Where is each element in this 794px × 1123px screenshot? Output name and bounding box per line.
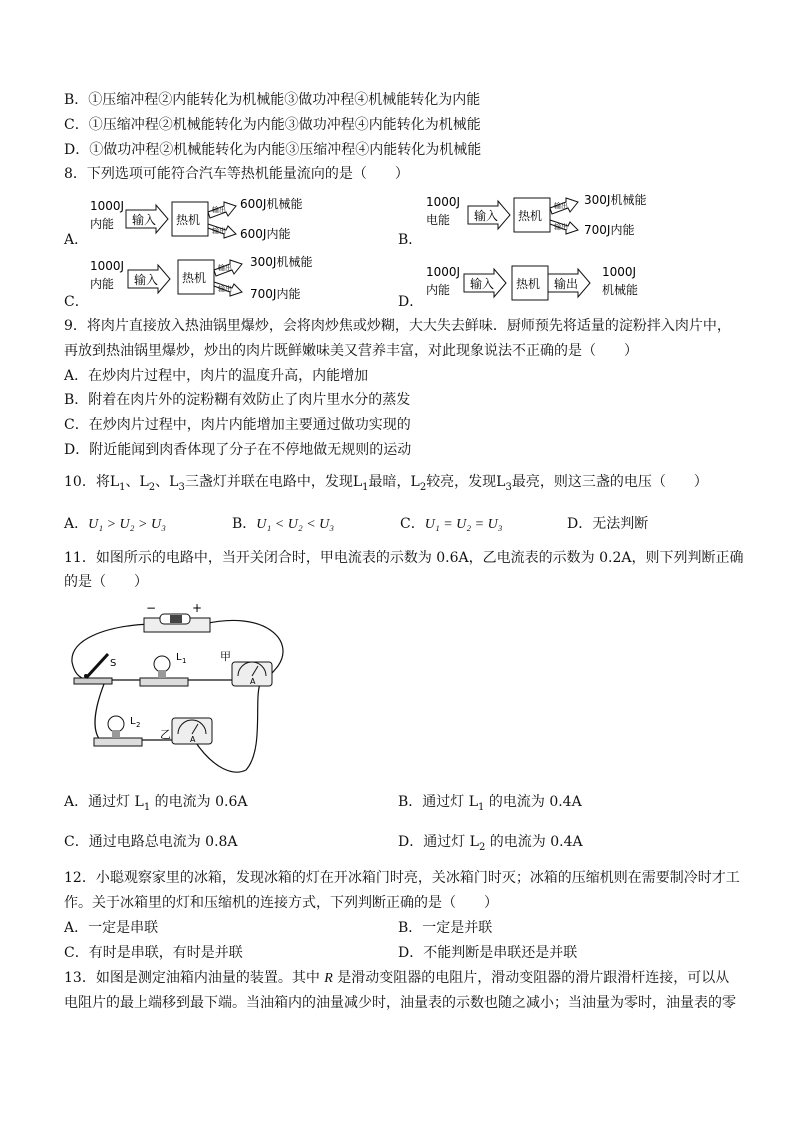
- q12-stem-2: 作。关于冰箱里的灯和压缩机的连接方式，下列判断正确的是（ ）: [64, 895, 498, 911]
- diagram-engine: 热机: [518, 209, 543, 223]
- diagram-output-tag-2: 输出: [218, 285, 232, 293]
- diagram-input-type: 内能: [426, 283, 451, 297]
- diagram-input-type: 内能: [90, 277, 115, 291]
- q8-diagram-c: [88, 254, 328, 310]
- q10-option-c: C．U₁ = U₂ = U₃: [400, 516, 503, 532]
- q9-option-a: A．在炒肉片过程中，肉片的温度升高，内能增加: [64, 368, 369, 384]
- q12-option-b: B．一定是并联: [398, 920, 493, 936]
- diagram-output-1: 300J机械能: [584, 193, 647, 207]
- diagram-output-tag-1: 输出: [218, 264, 232, 272]
- ammeter-jia-label: 甲: [220, 650, 231, 663]
- diagram-output-tag-1: 输出: [554, 202, 568, 210]
- q7-option-c: C．①压缩冲程②机械能转化为内能③做功冲程④内能转化为机械能: [64, 117, 481, 133]
- diagram-input-label: 输入: [132, 213, 157, 227]
- ammeter-yi-label: 乙: [160, 728, 171, 741]
- q9-option-d: D．附近能闻到肉香体现了分子在不停地做无规则的运动: [64, 442, 412, 458]
- diagram-engine: 热机: [516, 277, 541, 291]
- q11-stem-1: 11．如图所示的电路中，当开关闭合时，甲电流表的示数为 0.6A，乙电流表的示数为 0.2A，则下列判断正确: [64, 550, 744, 566]
- diagram-output-2: 600J内能: [240, 227, 291, 241]
- q9-stem-1: 9．将肉片直接放入热油锅里爆炒，会将肉炒焦或炒糊，大大失去鲜味．厨师预先将适量的淀粉拌入肉片中，: [64, 318, 731, 334]
- diagram-output-tag-1: 输出: [212, 206, 226, 214]
- q10-option-a: A．U₁ > U₂ > U₃: [64, 516, 166, 532]
- q11-option-c: C．通过电路总电流为 0.8A: [64, 834, 238, 850]
- q8-diagram-d: [424, 262, 664, 302]
- diagram-input-label: 输入: [470, 277, 495, 291]
- q11-option-b: B．通过灯 $L_1$ 的电流为 0.4A: [398, 794, 582, 813]
- ammeter-yi-a: A: [190, 735, 196, 744]
- q11-option-d: D．通过灯 $L_2$ 的电流为 0.4A: [398, 834, 583, 853]
- diagram-output-label: 输出: [554, 277, 579, 291]
- diagram-input-amount: 1000J: [426, 265, 461, 279]
- svg-text:1: 1: [182, 657, 187, 665]
- q11-circuit-figure: [64, 600, 294, 780]
- battery-icon: [144, 614, 210, 632]
- q7-option-b: B．①压缩冲程②内能转化为机械能③做功冲程④机械能转化为内能: [64, 92, 481, 108]
- q8-label-a: A．: [64, 232, 89, 248]
- diagram-input-amount: 1000J: [426, 195, 461, 209]
- q10-option-d: D．无法判断: [567, 516, 649, 532]
- q8-label-d: D．: [398, 294, 424, 310]
- ammeter-jia-a: A: [250, 677, 256, 686]
- q13-stem-1: 13．如图是测定油箱内油量的装置。其中 R 是滑动变阻器的电阻片，滑动变阻器的滑片跟滑杆连接，可以从: [64, 970, 730, 986]
- diagram-output-2: 700J内能: [250, 287, 301, 301]
- q8-label-c: C．: [64, 294, 89, 310]
- diagram-output-tag-2: 输出: [554, 223, 568, 231]
- diagram-output-1: 600J机械能: [240, 197, 303, 211]
- q11-option-a: A．通过灯 $L_1$ 的电流为 0.6A: [64, 794, 248, 813]
- diagram-input-type: 内能: [90, 217, 115, 231]
- q11-stem-2: 的是（ ）: [64, 574, 148, 590]
- svg-text:2: 2: [136, 721, 141, 729]
- diagram-input-label: 输入: [474, 209, 499, 223]
- diagram-output-1: 300J机械能: [250, 255, 313, 269]
- q8-stem: 8．下列选项可能符合汽车等热机能量流向的是（ ）: [64, 166, 409, 182]
- diagram-input-type: 电能: [426, 213, 451, 227]
- diagram-input-amount: 1000J: [90, 259, 125, 273]
- battery-minus-label: −: [146, 601, 157, 615]
- q7-option-d: D．①做功冲程②机械能转化为内能③压缩冲程④内能转化为机械能: [64, 142, 482, 158]
- diagram-engine: 热机: [182, 271, 207, 285]
- switch-label: S: [110, 658, 117, 669]
- diagram-input-label: 输入: [134, 273, 159, 287]
- diagram-engine: 热机: [176, 213, 201, 227]
- diagram-output-1b: 机械能: [602, 283, 639, 297]
- q10-option-b: B．U₁ < U₂ < U₃: [232, 516, 335, 532]
- diagram-output-tag-2: 输出: [212, 227, 226, 235]
- q12-option-a: A．一定是串联: [64, 920, 159, 936]
- lamp-l2-label: L: [130, 716, 136, 727]
- lamp-l1-label: L: [176, 652, 182, 663]
- q13-stem-2: 电阻片的最上端移到最下端。当油箱内的油量减少时，油量表的示数也随之减小；当油量为零时，油量表的零: [64, 995, 736, 1011]
- switch-icon: [74, 654, 112, 684]
- q8-diagram-b: [424, 188, 664, 248]
- diagram-output-1: 1000J: [602, 265, 637, 279]
- q9-option-c: C．在炒肉片过程中，肉片内能增加主要通过做功实现的: [64, 417, 411, 433]
- q12-option-d: D．不能判断是串联还是并联: [398, 945, 578, 961]
- q12-stem-1: 12．小聪观察家里的冰箱，发现冰箱的灯在开冰箱门时亮，关冰箱门时灭；冰箱的压缩机则在需要制冷时才工: [64, 870, 740, 886]
- q8-diagram-a: [88, 192, 318, 252]
- battery-plus-label: +: [192, 601, 203, 615]
- q9-stem-2: 再放到热油锅里爆炒，炒出的肉片既鲜嫩味美又营养丰富，对此现象说法不正确的是（ ）: [64, 343, 638, 359]
- q12-option-c: C．有时是串联，有时是并联: [64, 945, 243, 961]
- q8-label-b: B．: [398, 232, 423, 248]
- q9-option-b: B．附着在肉片外的淀粉糊有效防止了肉片里水分的蒸发: [64, 392, 411, 408]
- diagram-output-2: 700J内能: [584, 223, 635, 237]
- diagram-input-amount: 1000J: [90, 199, 125, 213]
- q10-stem: 10．将$L_1$、$L_2$、$L_3$三盏灯并联在电路中，发现$L_1$最暗，$L_2$较亮，发现$L_3$最亮，则这三盏的电压（ ）: [64, 474, 708, 493]
